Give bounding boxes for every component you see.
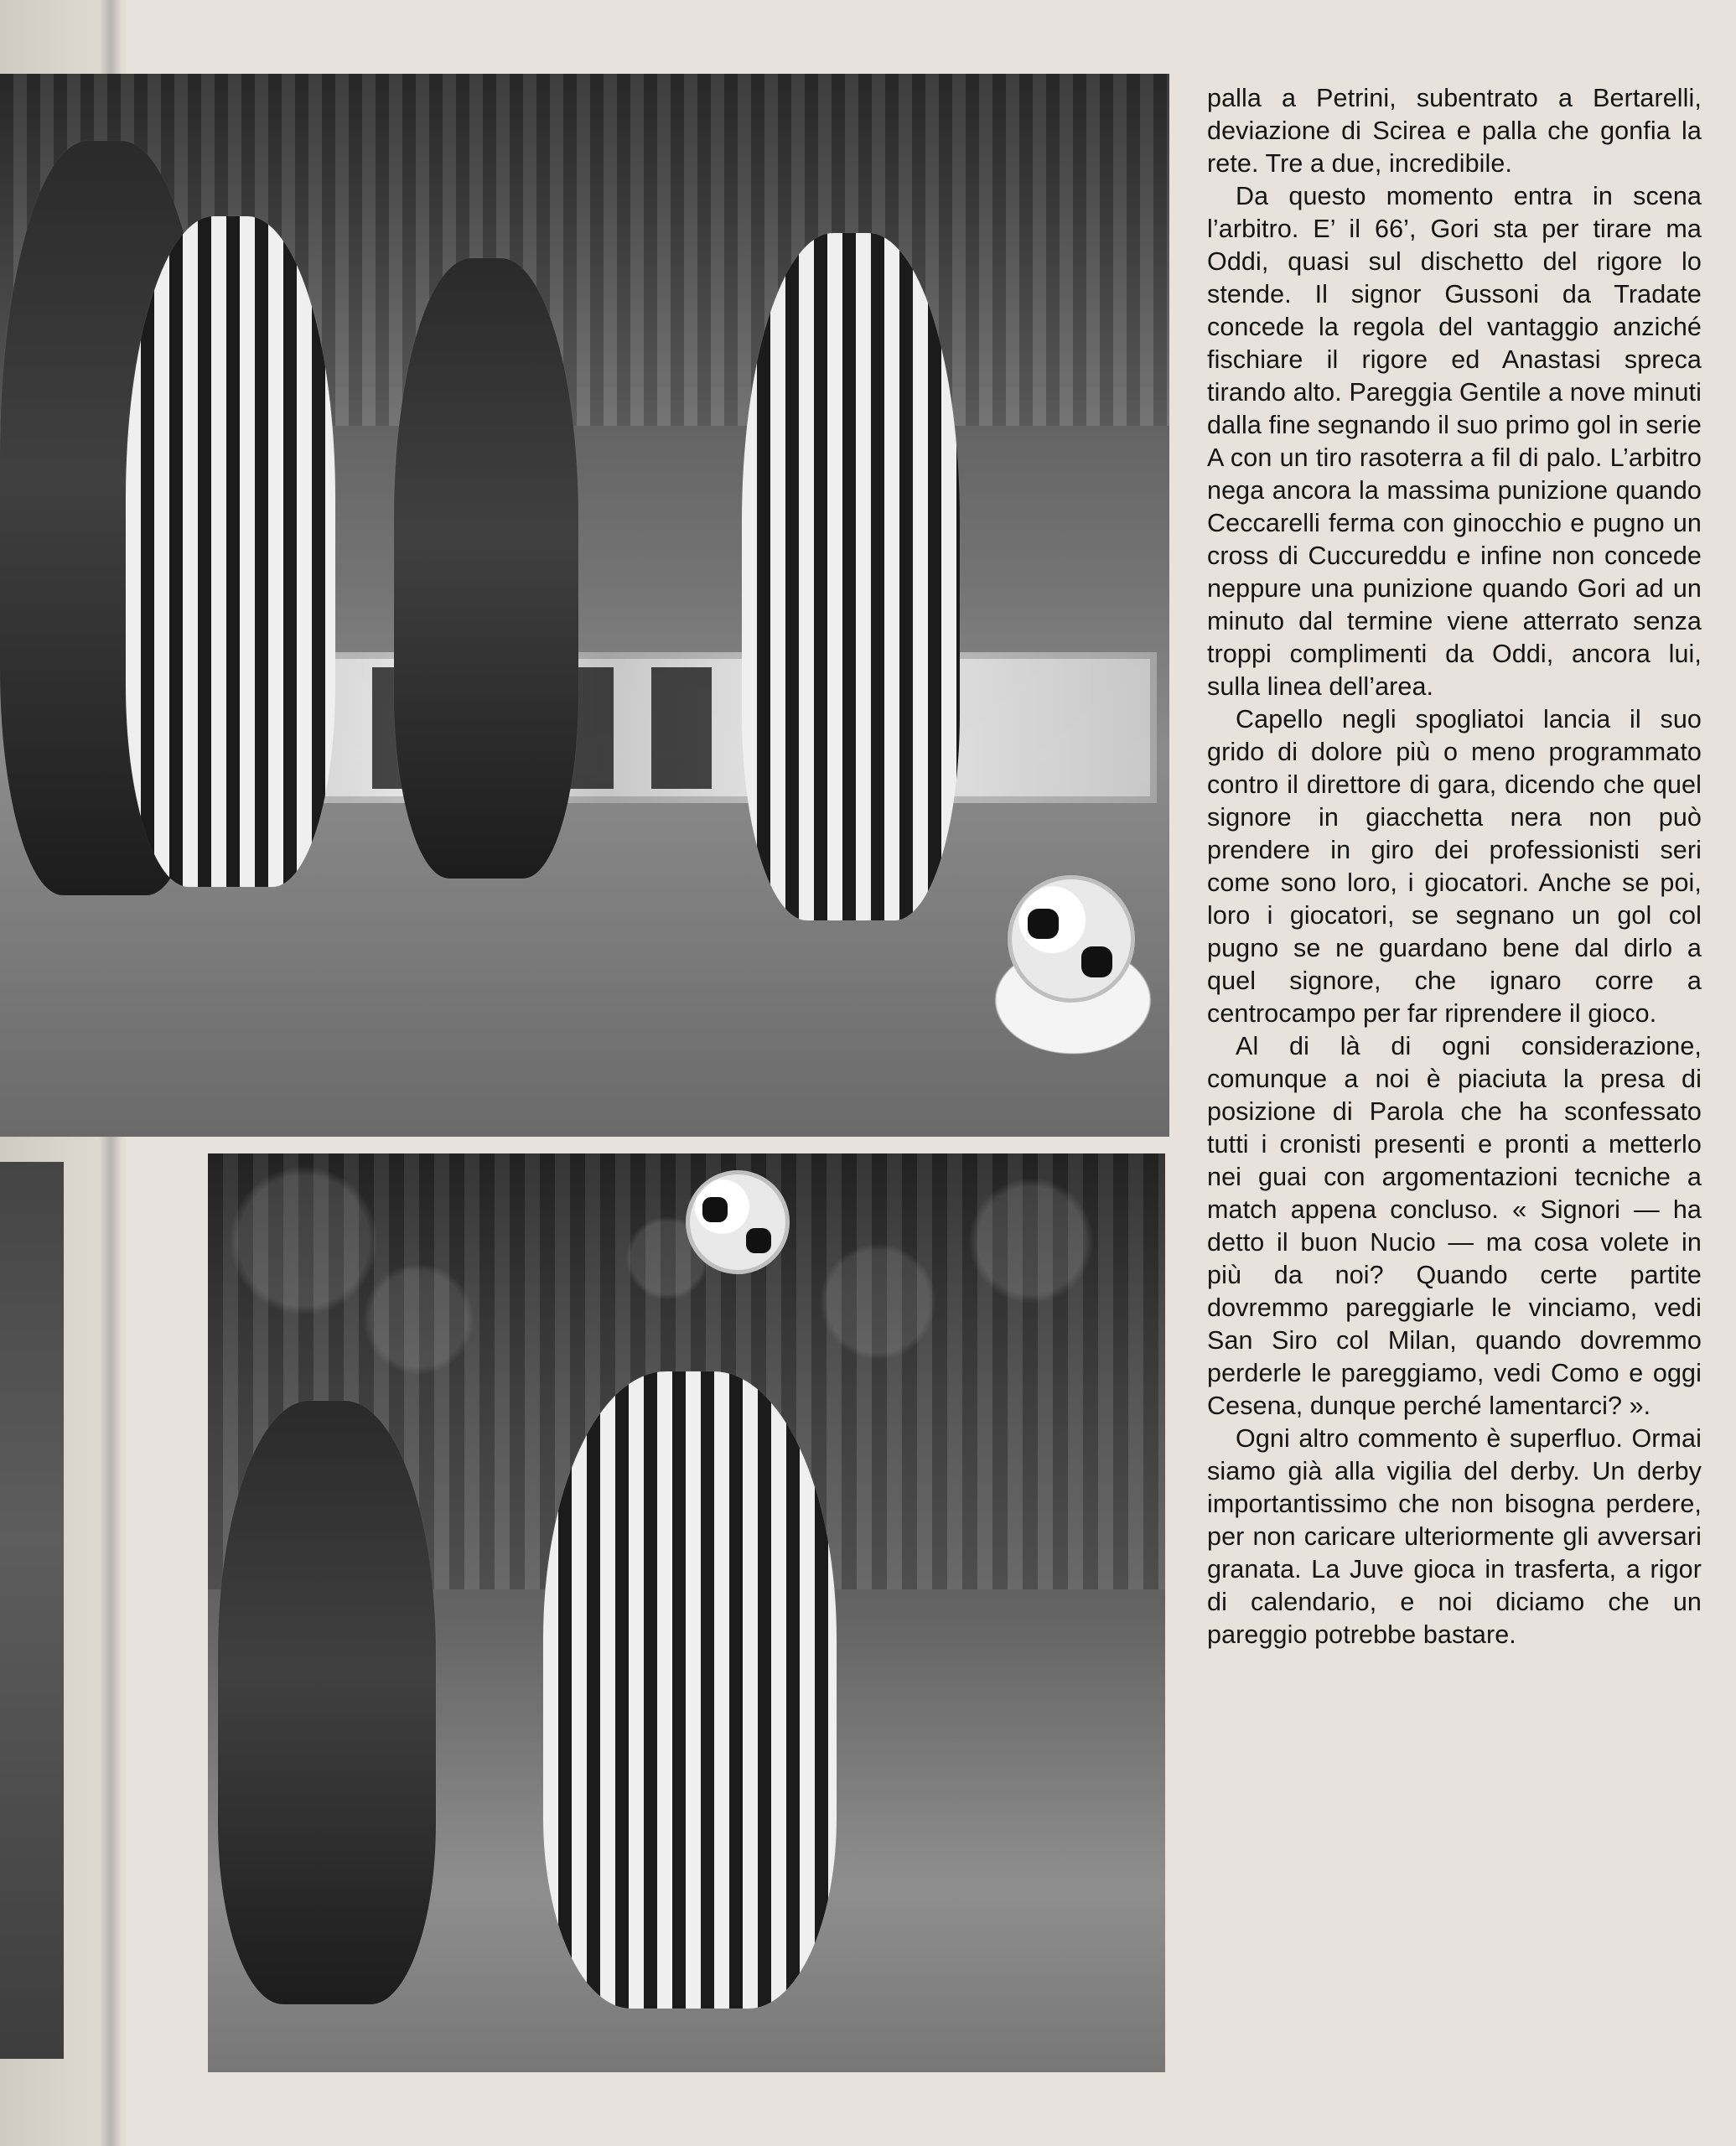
bottom-football-ball <box>686 1170 790 1274</box>
bottom-football-photo <box>208 1153 1165 2072</box>
article-column <box>1207 82 1702 2119</box>
article-paragraph-3: Capello negli spogliatoi lancia il suo grido di dolore più o meno programmato contro il direttore di gara, dicendo che quel signore in giacchetta nera non può prendere in giro dei professionisti seri come sono loro, i giocatori. Anche se poi, loro i giocatori, se segnano un gol col pugno se ne guardano bene dal dirlo a quel signore, che ignaro corre a centrocampo per far riprendere il gioco. <box>1207 705 1702 1028</box>
bottom-player-left-dark <box>218 1401 436 2004</box>
top-player-midfield-dark <box>394 258 578 879</box>
top-player-center-striped <box>126 216 335 887</box>
top-football-photo <box>0 74 1169 1137</box>
article-paragraph-4: Al di là di ogni considerazione, comunque a noi è piaciuta la presa di posizione di Parola che ha sconfessato tutti i cronisti presenti e pronti a metterlo nei guai con argomentazioni tecniche a match appena concluso. « Signori — ha detto il buon Nucio — ma cosa volete in più da noi? Quando certe partite dovremmo pareggiarle le vinciamo, vedi San Siro col Milan, quando dovremmo perderle le pareggiamo, vedi Como e oggi Cesena, dunque perché lamentarci? ». <box>1207 1032 1702 1420</box>
left-edge-photo-strip <box>0 1162 64 2059</box>
article-paragraph-5: Ogni altro commento è superfluo. Ormai siamo già alla vigilia del derby. Un derby importantissimo che non bisogna perdere, per non caricare ulteriormente gli avversari granata. La Juve gioca in trasferta, a rigor di calendario, e noi diciamo che un pareggio potrebbe bastare. <box>1207 1424 1702 1649</box>
article-paragraph-1: palla a Petrini, subentrato a Bertarelli, deviazione di Scirea e palla che gonfia la rete. Tre a due, incredibile. <box>1207 84 1702 178</box>
article-paragraph-2: Da questo momento entra in scena l’arbitro. E’ il 66’, Gori sta per tirare ma Oddi, quasi sul dischetto del rigore lo stende. Il signor Gussoni da Tradate concede la regola del vantaggio anziché fischiare il rigore ed Anastasi spreca tirando alto. Pareggia Gentile a nove minuti dalla fine segnando il suo primo gol in serie A con un tiro rasoterra a fil di palo. L’arbitro nega ancora la massima punizione quando Ceccarelli ferma con ginocchio e pugno un cross di Cuccureddu e infine non concede neppure una punizione quando Gori ad un minuto dal termine viene atterrato senza troppi complimenti da Oddi, ancora lui, sulla linea dell’area. <box>1207 182 1702 701</box>
top-player-right-striped <box>742 233 960 920</box>
top-football-ball <box>1008 875 1135 1003</box>
bottom-player-right-striped <box>543 1371 837 2009</box>
